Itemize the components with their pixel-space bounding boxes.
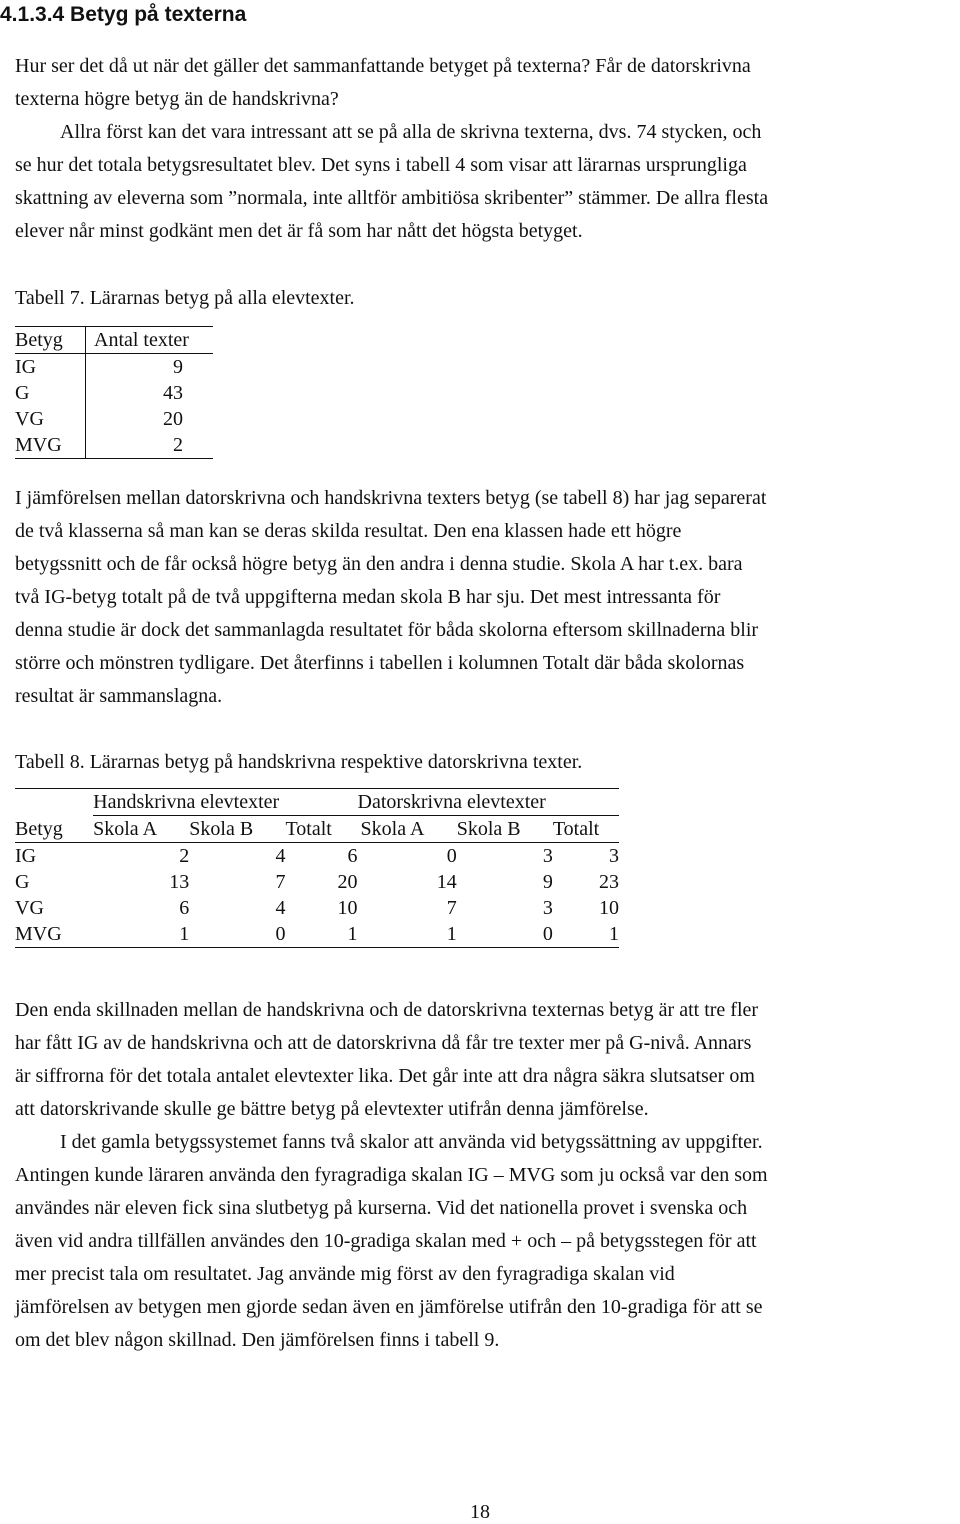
paragraph-line: elever når minst godkänt men det är få som har nått det högsta betyget. — [15, 220, 583, 242]
table-row — [15, 432, 213, 459]
paragraph-line: att datorskrivande skulle ge bättre betyg på elevtexter utifrån denna jämförelse. — [15, 1098, 649, 1120]
paragraph-line: användes när eleven fick sina slutbetyg på kurserna. Vid det nationella provet i svenska och — [15, 1197, 748, 1219]
paragraph-line: I jämförelsen mellan datorskrivna och handskrivna texters betyg (se tabell 8) har jag separerat — [15, 487, 767, 509]
header-cell: Totalt — [552, 818, 600, 840]
paragraph-line: jämförelsen av betygen men gjorde sedan även en jämförelse utifrån den 10-gradiga för att se — [15, 1296, 763, 1318]
table-row — [15, 380, 213, 406]
value-cell: 4 — [275, 845, 286, 867]
table-group-header-row — [15, 789, 619, 816]
page-number: 18 — [470, 1501, 490, 1523]
grade-cell: MVG — [15, 432, 86, 459]
value-cell: 13 — [169, 871, 190, 893]
table-row — [15, 843, 619, 870]
paragraph-line: är siffrorna för det totala antalet elevtexter lika. Det går inte att dra några säkra slutsatser om — [15, 1065, 755, 1087]
value-cell: 7 — [446, 897, 457, 919]
grade-cell: VG — [15, 406, 86, 432]
table-row — [15, 406, 213, 432]
value-cell: 2 — [179, 845, 190, 867]
count-cell: 9 — [173, 356, 183, 378]
paragraph-line: Den enda skillnaden mellan de handskrivna och de datorskrivna texternas betyg är att tre fler — [15, 999, 759, 1021]
value-cell: 6 — [179, 897, 190, 919]
value-cell: 10 — [337, 897, 358, 919]
header-cell: Betyg — [15, 327, 86, 354]
count-cell: 43 — [163, 382, 183, 404]
value-cell: 20 — [337, 871, 358, 893]
paragraph-line: betygssnitt och de får också högre betyg än den andra i denna studie. Skola A har t.ex. bara — [15, 553, 743, 575]
table8 — [15, 788, 619, 948]
header-cell: Totalt — [285, 818, 332, 840]
grade-cell: VG — [15, 897, 44, 919]
paragraph-line: se hur det totala betygsresultatet blev. Det syns i tabell 4 som visar att lärarnas ursprungliga — [15, 154, 747, 176]
difference-paragraph — [15, 994, 956, 1126]
value-cell: 7 — [275, 871, 286, 893]
paragraph-line: har fått IG av de handskrivna och att de datorskrivna då får tre texter mer på G-nivå. Annars — [15, 1032, 752, 1054]
paragraph-line: Allra först kan det vara intressant att se på alla de skrivna texterna, dvs. 74 stycken, och — [60, 121, 762, 143]
value-cell: 9 — [542, 871, 553, 893]
value-cell: 3 — [609, 845, 619, 867]
value-cell: 0 — [542, 923, 553, 945]
grading-paragraph — [15, 1126, 956, 1357]
paragraph-line: skattning av eleverna som ”normala, inte alltför ambitiösa skribenter” stämmer. De allra flesta — [15, 187, 769, 209]
table8-caption: Tabell 8. Lärarnas betyg på handskrivna respektive datorskrivna texter. — [15, 751, 583, 773]
header-cell: Antal texter — [94, 329, 189, 351]
paragraph-line: om det blev någon skillnad. Den jämförelsen finns i tabell 9. — [15, 1329, 500, 1351]
paragraph-line: denna studie är dock det sammanlagda resultatet för båda skolorna eftersom skillnaderna blir — [15, 619, 759, 641]
value-cell: 3 — [542, 897, 553, 919]
value-cell: 1 — [179, 923, 190, 945]
count-cell: 2 — [173, 434, 183, 456]
section-heading: 4.1.3.4 Betyg på texterna — [0, 3, 247, 26]
value-cell: 1 — [347, 923, 358, 945]
paragraph-line: större och mönstren tydligare. Det återfinns i tabellen i kolumnen Totalt där båda skolornas — [15, 652, 745, 674]
value-cell: 10 — [599, 897, 619, 919]
paragraph-line: även vid andra tillfällen användes den 10-gradiga skalan med + och – på betygsstegen för att — [15, 1230, 757, 1252]
value-cell: 3 — [542, 845, 553, 867]
table-row — [15, 895, 619, 921]
paragraph-line: I det gamla betygssystemet fanns två skalor att använda vid betygssättning av uppgifter. — [60, 1131, 763, 1153]
value-cell: 4 — [275, 897, 286, 919]
table-row — [15, 354, 213, 381]
paragraph-line: Antingen kunde läraren använda den fyragradiga skalan IG – MVG som ju också var den som — [15, 1164, 768, 1186]
value-cell: 0 — [446, 845, 457, 867]
group-header-handwritten: Handskrivna elevtexter — [93, 789, 357, 816]
grade-cell: IG — [15, 354, 86, 381]
header-cell: Skola B — [456, 818, 521, 840]
table7-caption: Tabell 7. Lärarnas betyg på alla elevtexter. — [15, 287, 355, 309]
grade-cell: IG — [15, 845, 37, 867]
paragraph-line: Hur ser det då ut när det gäller det sammanfattande betyget på texterna? Får de datorskrivna — [15, 55, 751, 77]
group-header-computer: Datorskrivna elevtexter — [358, 789, 619, 816]
header-cell: Betyg — [15, 817, 63, 840]
grade-cell: G — [15, 871, 30, 893]
table-row — [15, 921, 619, 948]
paragraph-line: texterna högre betyg än de handskrivna? — [15, 88, 339, 110]
paragraph-line: mer precist tala om resultatet. Jag använde mig först av den fyragradiga skalan vid — [15, 1263, 675, 1285]
table-header-row — [15, 816, 619, 843]
intro-paragraph — [15, 50, 956, 248]
value-cell: 23 — [599, 871, 619, 893]
table-row — [15, 869, 619, 895]
grade-cell: G — [15, 380, 86, 406]
value-cell: 0 — [275, 923, 286, 945]
paragraph-line: resultat är sammanslagna. — [15, 685, 223, 707]
table-header-row — [15, 327, 213, 354]
grade-cell: MVG — [15, 923, 62, 945]
value-cell: 1 — [446, 923, 457, 945]
paragraph-line: två IG-betyg totalt på de två uppgifterna medan skola B har sju. Det mest intressanta för — [15, 586, 721, 608]
header-cell: Skola A — [93, 818, 158, 840]
header-cell: Skola A — [360, 818, 425, 840]
value-cell: 14 — [436, 871, 457, 893]
header-cell: Skola B — [189, 818, 254, 840]
comparison-paragraph — [15, 482, 956, 713]
value-cell: 1 — [609, 923, 619, 945]
count-cell: 20 — [163, 408, 183, 430]
value-cell: 6 — [347, 845, 358, 867]
table7 — [15, 326, 213, 459]
paragraph-line: de två klasserna så man kan se deras skilda resultat. Den ena klassen hade ett högre — [15, 520, 682, 542]
